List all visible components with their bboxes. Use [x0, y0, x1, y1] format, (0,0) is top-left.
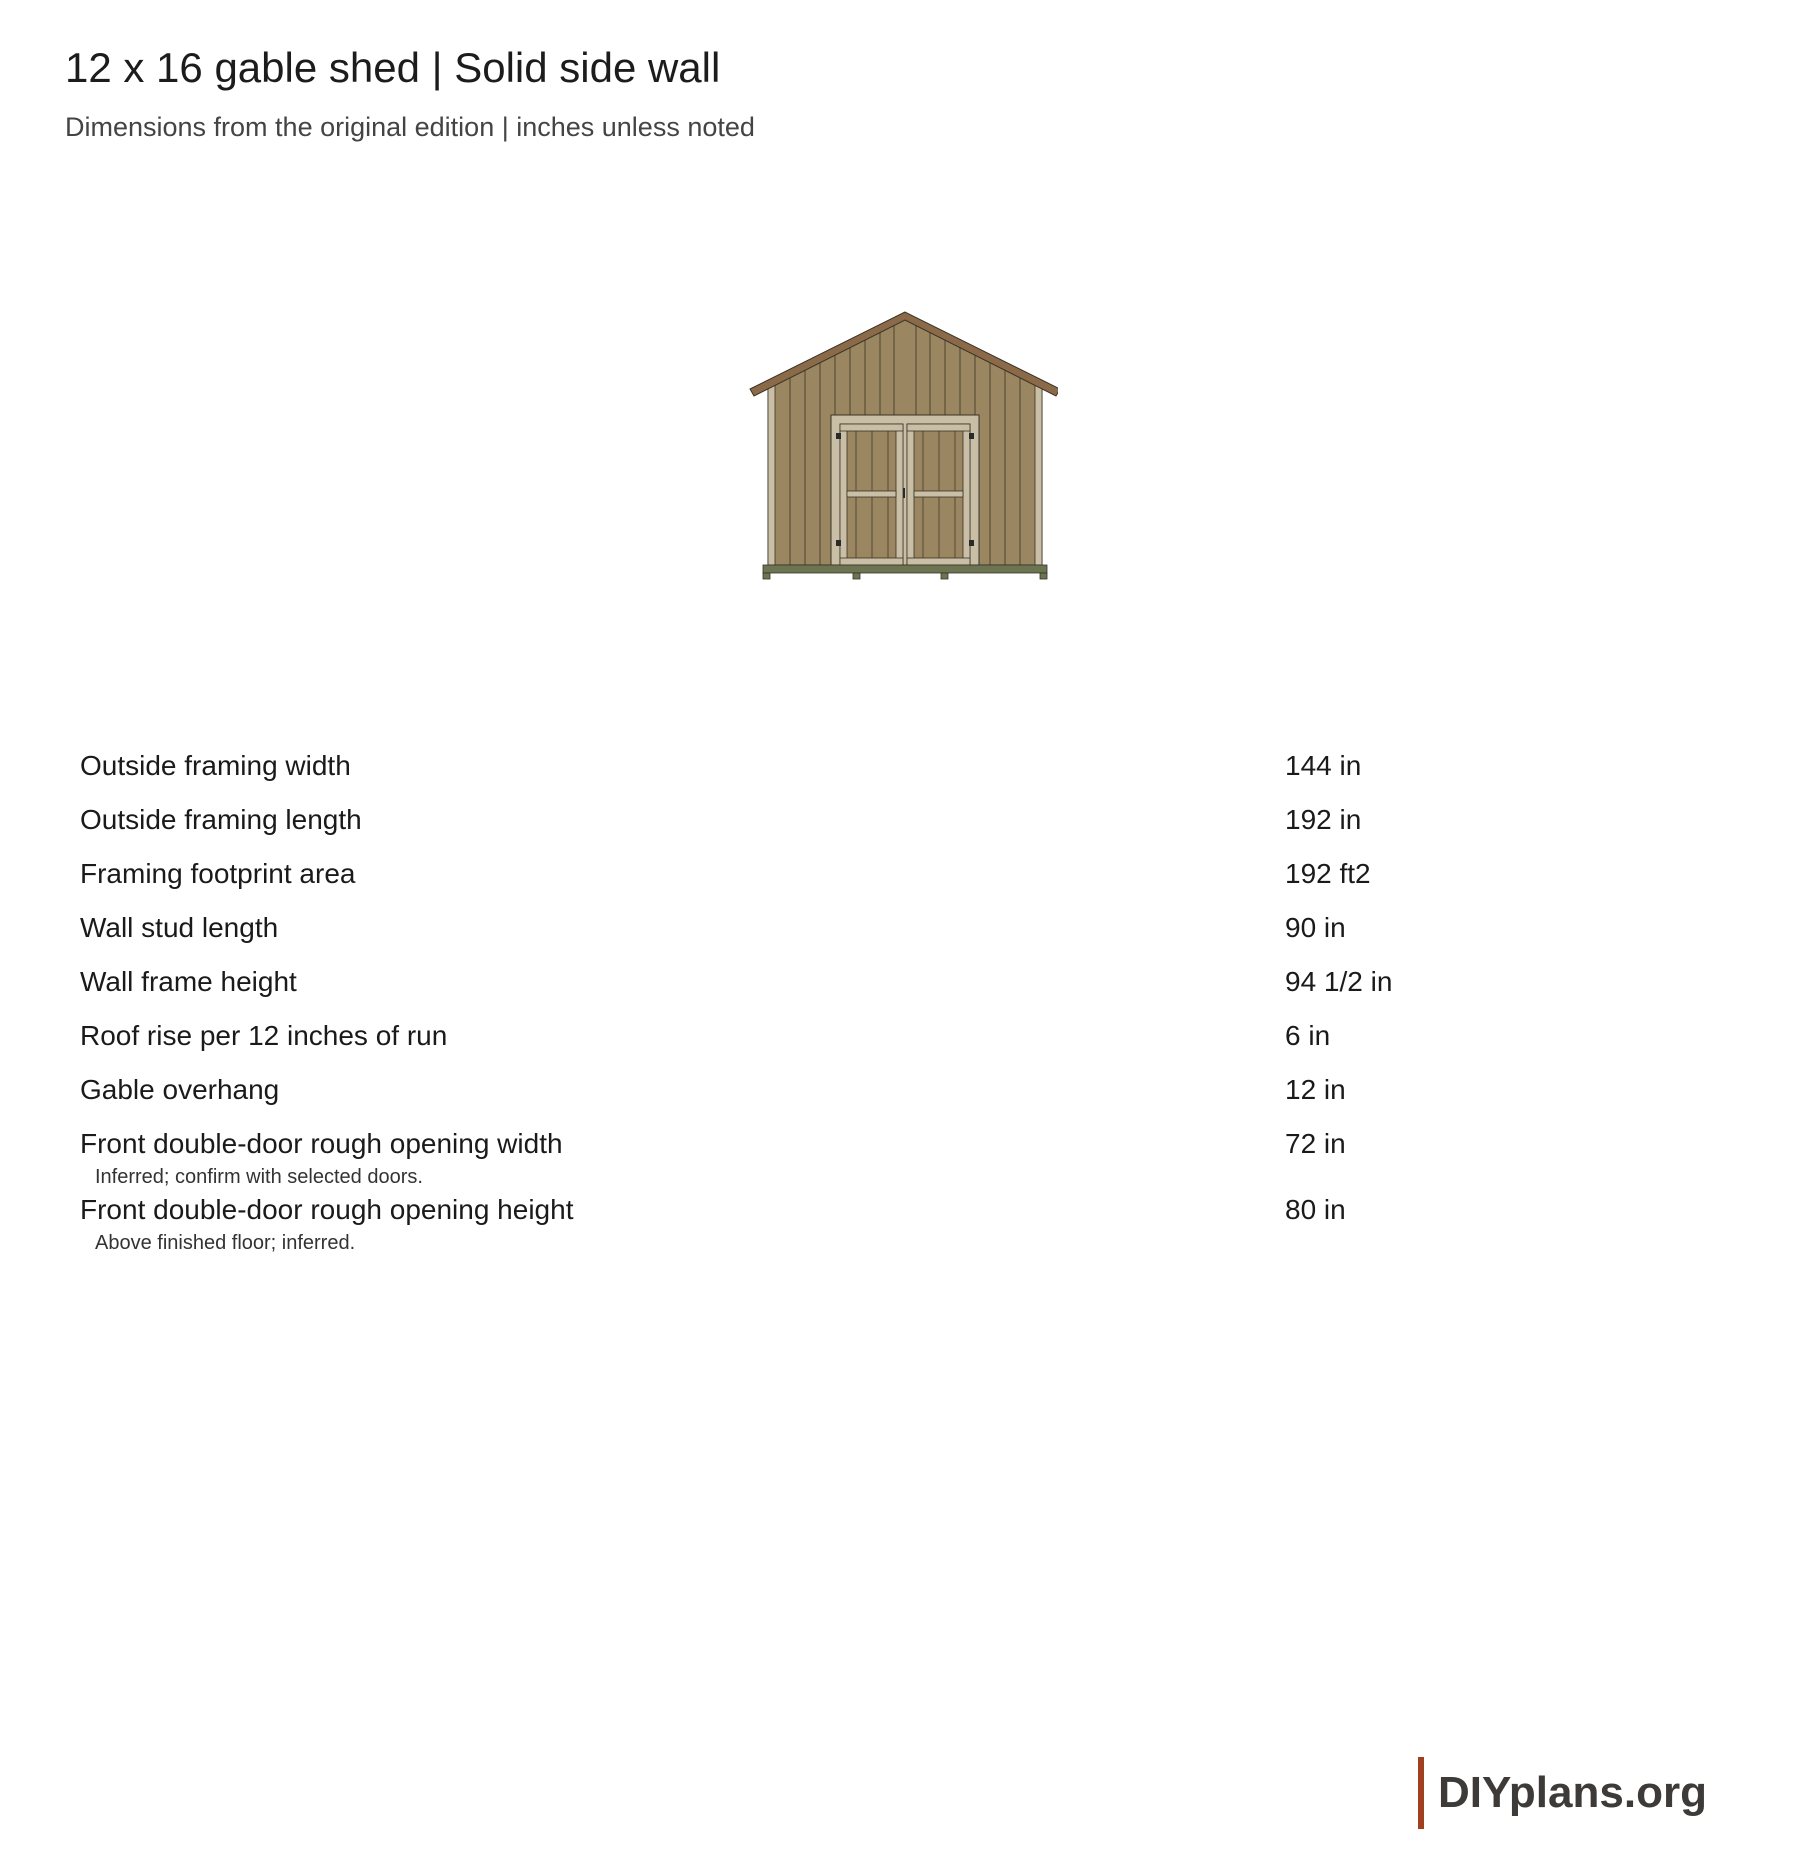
spec-value: 192 in: [1285, 804, 1362, 835]
skid-blocks: [763, 573, 1047, 579]
spec-value: 80 in: [1285, 1194, 1346, 1225]
spec-label: Outside framing length: [80, 804, 362, 835]
spec-value: 144 in: [1285, 750, 1362, 781]
brand-logo: [1418, 1757, 1707, 1829]
spec-label: Outside framing width: [80, 750, 351, 781]
left-corner-trim: [768, 385, 775, 565]
spec-note: Above finished floor; inferred.: [95, 1232, 356, 1254]
spec-label: Framing footprint area: [80, 858, 356, 889]
spec-value: 72 in: [1285, 1128, 1346, 1159]
spec-note: Inferred; confirm with selected doors.: [95, 1166, 423, 1188]
spec-label: Roof rise per 12 inches of run: [80, 1020, 448, 1051]
spec-label: Wall frame height: [80, 966, 297, 997]
floor-base: [763, 565, 1047, 573]
brand-name: DIYplans.org: [1438, 1768, 1707, 1817]
spec-label: Gable overhang: [80, 1074, 280, 1105]
spec-value: 90 in: [1285, 912, 1346, 943]
right-corner-trim: [1035, 385, 1042, 565]
spec-value: 192 ft2: [1285, 858, 1371, 889]
spec-value: 12 in: [1285, 1074, 1346, 1105]
brand-accent-bar: [1418, 1757, 1424, 1829]
spec-value: 94 1/2 in: [1285, 966, 1393, 997]
spec-value: 6 in: [1285, 1020, 1331, 1051]
shed-front-illustration: [748, 310, 1058, 585]
spec-label: Front double-door rough opening height: [80, 1194, 574, 1225]
spec-label: Front double-door rough opening width: [80, 1128, 563, 1159]
page-title: 12 x 16 gable shed | Solid side wall: [65, 44, 721, 91]
spec-label: Wall stud length: [80, 912, 279, 943]
page-subtitle: Dimensions from the original edition | inches unless noted: [65, 112, 755, 142]
